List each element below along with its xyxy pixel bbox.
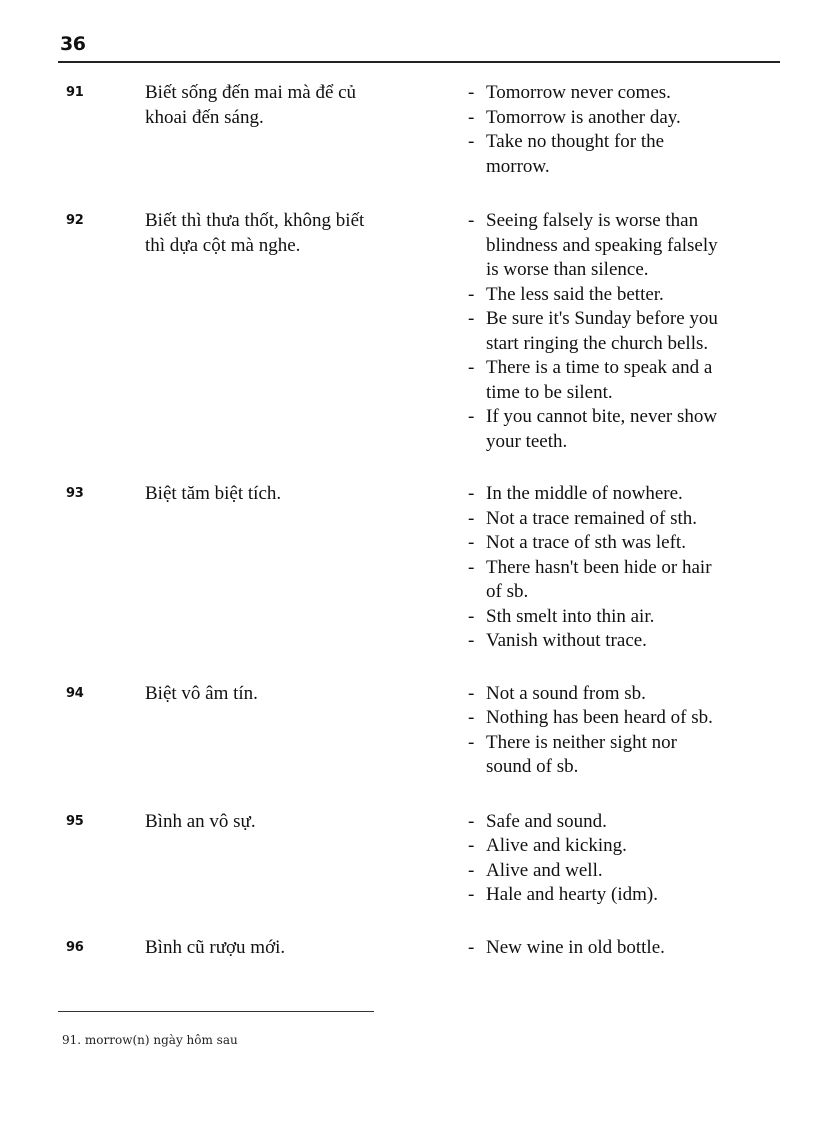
page-number: 36 [60, 33, 86, 55]
english-equivalent: - Not a sound from sb. [468, 682, 646, 704]
vietnamese-proverb: Biết sống đến mai mà để củ khoai đến sáng. [145, 82, 357, 128]
english-equivalent: - Safe and sound. [468, 810, 607, 832]
entry-96 [0, 936, 816, 961]
english-equivalent: - Tomorrow never comes. [468, 82, 671, 103]
english-equivalent: - Take no thought for the morrow. [468, 131, 665, 177]
vietnamese-proverb: Bình cũ rượu mới. [145, 936, 286, 958]
english-equivalent: - There hasn't been hide or hair of sb. [468, 556, 712, 602]
english-equivalent: - Seeing falsely is worse than blindness and speaking falsely is worse than silence. [468, 210, 718, 280]
english-equivalent: - Not a trace of sth was left. [468, 532, 686, 553]
english-equivalents [468, 936, 798, 961]
entry-number: 93 [66, 486, 84, 501]
english-equivalents [468, 209, 798, 454]
english-equivalent: - Tomorrow is another day. [468, 106, 681, 128]
english-equivalent: - Vanish without trace. [468, 630, 647, 651]
entries-list [0, 81, 816, 960]
english-equivalent: - Alive and kicking. [468, 835, 627, 856]
english-equivalent: - There is neither sight nor sound of sb. [468, 731, 678, 777]
entry-92 [0, 209, 816, 454]
entry-number: 91 [66, 85, 84, 100]
vietnamese-proverb: Bình an vô sự. [145, 810, 256, 832]
entry-number: 95 [66, 813, 84, 829]
entry-number: 96 [66, 939, 84, 955]
english-equivalent: - In the middle of nowhere. [468, 483, 683, 504]
vietnamese-proverb: Biệt tăm biệt tích. [145, 483, 282, 504]
english-equivalent: - Sth smelt into thin air. [468, 605, 655, 627]
english-equivalent: - Alive and well. [468, 859, 603, 881]
english-equivalent: - Not a trace remained of sth. [468, 507, 698, 529]
footnote-rule [58, 1011, 374, 1012]
english-equivalents [468, 482, 798, 654]
footnote: 91. morrow(n) ngày hôm sau [62, 1033, 238, 1047]
entry-94 [0, 682, 816, 780]
english-equivalents [468, 682, 798, 780]
entry-number: 94 [66, 685, 84, 701]
entry-95 [0, 810, 816, 908]
english-equivalent: - If you cannot bite, never show your teeth. [468, 406, 718, 452]
vietnamese-proverb: Biệt vô âm tín. [145, 682, 258, 704]
entry-91 [0, 81, 816, 179]
english-equivalent: - Be sure it's Sunday before you start ringing the church bells. [468, 308, 718, 354]
english-equivalent: - New wine in old bottle. [468, 936, 665, 958]
english-equivalents [468, 81, 798, 179]
english-equivalent: - The less said the better. [468, 283, 664, 305]
entry-93 [0, 482, 816, 654]
english-equivalent: - There is a time to speak and a time to be silent. [468, 357, 713, 403]
english-equivalent: - Hale and hearty (idm). [468, 884, 658, 905]
english-equivalents [468, 810, 798, 908]
header-rule [58, 61, 780, 63]
english-equivalent: - Nothing has been heard of sb. [468, 707, 713, 728]
entry-number: 92 [66, 213, 84, 228]
vietnamese-proverb: Biết thì thưa thốt, không biết thì dựa cột mà nghe. [145, 210, 365, 256]
